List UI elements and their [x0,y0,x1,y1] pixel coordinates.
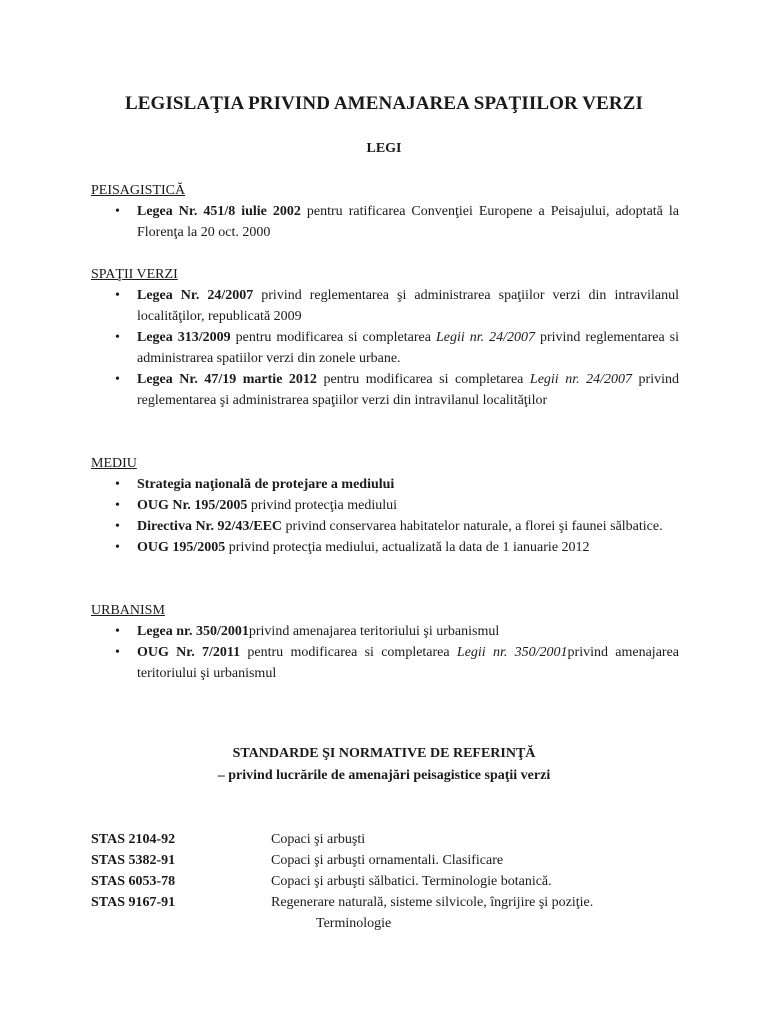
bullet-icon: • [115,477,120,492]
law-name: Strategia naţională de protejare a mediului [137,477,395,492]
law-name: Legea Nr. 451/8 iulie 2002 [137,204,301,219]
list-spatii-verzi [91,285,679,411]
law-reference: Legii nr. 24/2007 [435,330,535,345]
law-description: pentru modificarea si completarea [316,372,530,387]
stas-description: Regenerare naturală, sisteme silvicole, îngrijire şi poziţie. [271,895,594,910]
law-name: Legea nr. 350/2001 [137,624,249,639]
table-row [91,829,691,850]
bullet-icon: • [115,645,120,660]
list-urbanism [91,621,679,684]
bullet-icon: • [115,540,120,555]
standards-subtitle: – privind lucrările de amenajări peisagistice spaţii verzi [217,768,551,783]
bullet-icon: • [115,330,120,345]
stas-code: STAS 9167-91 [91,895,176,910]
list-item [91,516,679,537]
law-reference: Legii nr. 24/2007 [529,372,633,387]
list-mediu [91,474,679,558]
law-name: OUG Nr. 195/2005 [137,498,248,513]
document-title: LEGISLAŢIA PRIVIND AMENAJAREA SPAŢIILOR VERZI [125,93,643,114]
list-peisagistica [91,201,679,243]
list-item [91,327,679,369]
standards-title: STANDARDE ŞI NORMATIVE DE REFERINŢĂ [232,746,536,761]
law-name: OUG Nr. 7/2011 [137,645,241,660]
list-item [91,474,679,495]
law-description-continued: privind reglementarea şi administrarea spaţiilor verzi din intravilanul localităţilor [137,372,679,408]
law-description: privind amenajarea teritoriului şi urbanismul [248,624,500,639]
section-spatii-verzi [91,264,679,411]
bullet-icon: • [115,372,120,387]
law-description: privind conservarea habitatelor naturale, a florei şi faunei sălbatice. [282,519,663,534]
law-name: Legea Nr. 24/2007 [137,288,254,303]
stas-code: STAS 6053-78 [91,874,176,889]
stas-description: Copaci şi arbuşti ornamentali. Clasificare [271,853,504,868]
law-description: pentru modificarea si completarea [230,330,436,345]
table-row [91,850,691,871]
list-item [91,201,679,243]
table-row [91,892,691,913]
law-name: Legea 313/2009 [137,330,231,345]
section-heading-spatii-verzi: SPAŢII VERZI [91,267,178,282]
section-urbanism [91,600,679,684]
list-item [91,369,679,411]
list-item [91,495,679,516]
section-heading-peisagistica: PEISAGISTICĂ [91,183,186,198]
standards-table [91,829,691,934]
law-description-continued: privind amenajarea teritoriului şi urbanismul [137,645,679,681]
bullet-icon: • [115,288,120,303]
law-description: privind protecţia mediului [247,498,398,513]
section-heading-urbanism: URBANISM [91,603,165,618]
law-name: OUG 195/2005 [137,540,226,555]
section-peisagistica [91,180,679,243]
stas-code: STAS 5382-91 [91,853,176,868]
law-description: pentru ratificarea Convenţiei Europene a Peisajului, adoptată la Florenţa la 20 oct. 2000 [137,204,679,240]
bullet-icon: • [115,204,120,219]
law-description: privind protecţia mediului, actualizată la data de 1 ianuarie 2012 [225,540,590,555]
list-item [91,642,679,684]
stas-description-continuation: Terminologie [316,916,392,931]
table-row [91,871,691,892]
section-heading-mediu: MEDIU [91,456,137,471]
list-item [91,285,679,327]
stas-code: STAS 2104-92 [91,832,176,847]
law-description-continued: privind reglementarea si administrarea spatiilor verzi din zonele urbane. [137,330,680,366]
list-item [91,537,679,558]
list-item [91,621,679,642]
stas-description: Copaci şi arbuşti sălbatici. Terminologie botanică. [271,874,552,889]
bullet-icon: • [115,498,120,513]
law-description: privind reglementarea şi administrarea spaţiilor verzi din intravilanul localităţilor, republicată 2009 [137,288,679,324]
law-name: Legea Nr. 47/19 martie 2012 [137,372,317,387]
law-reference: Legii nr. 350/2001 [456,645,568,660]
law-description: pentru modificarea si completarea [240,645,457,660]
section-mediu [91,453,679,558]
bullet-icon: • [115,519,120,534]
laws-heading: LEGI [366,141,402,156]
bullet-icon: • [115,624,120,639]
law-name: Directiva Nr. 92/43/EEC [137,519,283,534]
stas-description: Copaci şi arbuşti [271,832,366,847]
